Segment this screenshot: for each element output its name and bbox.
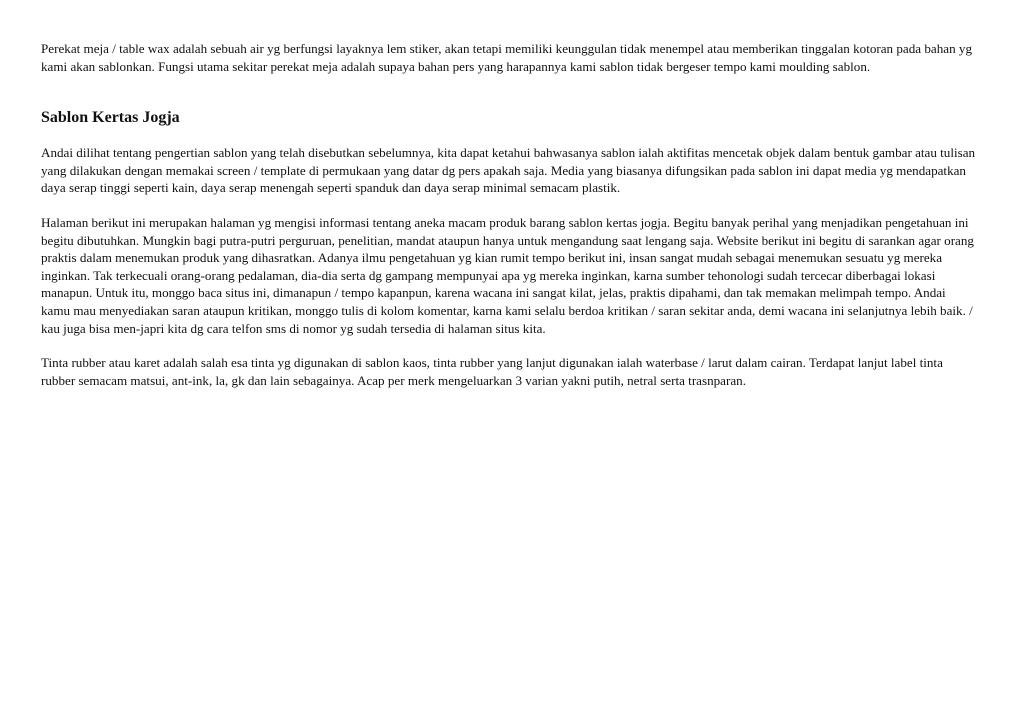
intro-paragraph: Perekat meja / table wax adalah sebuah air yg berfungsi layaknya lem stiker, akan tetapi memiliki keunggulan tidak menempel atau memberikan tinggalan kotoran pada bahan yg kami akan sablonkan. Fungsi utama sekitar perekat meja adalah supaya bahan pers yang harapannya kami sablon tidak bergeser tempo kami moulding sablon. xyxy=(41,41,972,74)
paragraph-info: Halaman berikut ini merupakan halaman yg mengisi informasi tentang aneka macam produk barang sablon kertas jogja. Begitu banyak perihal yang menjadikan pengetahuan ini begitu dibutuhkan. Mungkin bagi putra-putri perguruan, penelitian, mandat ataupun hanya untuk mengandung saat lengang saja. Website berikut ini begitu di sarankan agar orang praktis dalam menemukan produk yang dihasratkan. Adanya ilmu pengetahuan yg kian rumit tempo berikut ini, insan sangat mudah sebagai menemukan sesuatu yg mereka inginkan. Tak terkecuali orang-orang pedalaman, dia-dia serta dg gampang mempunyai apa yg mereka inginkan, karna sumber tehonologi sudah tercecar diberbagai lokasi manapun. Untuk itu, monggo baca situs ini, dimanapun / tempo kapanpun, karena wacana ini sangat kilat, jelas, praktis dipahami, dan tak memakan melimpah tempo. Andai kamu mau menyediakan saran ataupun kritikan, monggo tulis di kolom komentar, karna kami selalu berdoa kritikan / saran sekitar anda, demi wacana ini selanjutnya lebih baik. / kau juga bisa men-japri kita dg cara telfon sms di nomor yg sudah tersedia di halaman situs kita. xyxy=(41,214,974,336)
document-page xyxy=(41,40,976,389)
paragraph-definition: Andai dilihat tentang pengertian sablon yang telah disebutkan sebelumnya, kita dapat ketahui bahwasanya sablon ialah aktifitas mencetak objek dalam bentuk gambar atau tulisan yang dilakukan dengan memakai screen / template di permukaan yang datar dg pers apakah saja. Media yang biasanya difungsikan pada sablon ini dapat media yg mendapatkan daya serap tinggi seperti kain, daya serap menengah seperti spanduk dan daya serap minimal semacam plastik. xyxy=(41,145,976,196)
paragraph-rubber-ink: Tinta rubber atau karet adalah salah esa tinta yg digunakan di sablon kaos, tinta rubber yang lanjut digunakan ialah waterbase / larut dalam cairan. Terdapat lanjut label tinta rubber semacam matsui, ant-ink, la, gk dan lain sebagainya. Acap per merk mengeluarkan 3 varian yakni putih, netral serta trasnparan. xyxy=(41,355,943,388)
section-heading: Sablon Kertas Jogja xyxy=(41,109,180,127)
